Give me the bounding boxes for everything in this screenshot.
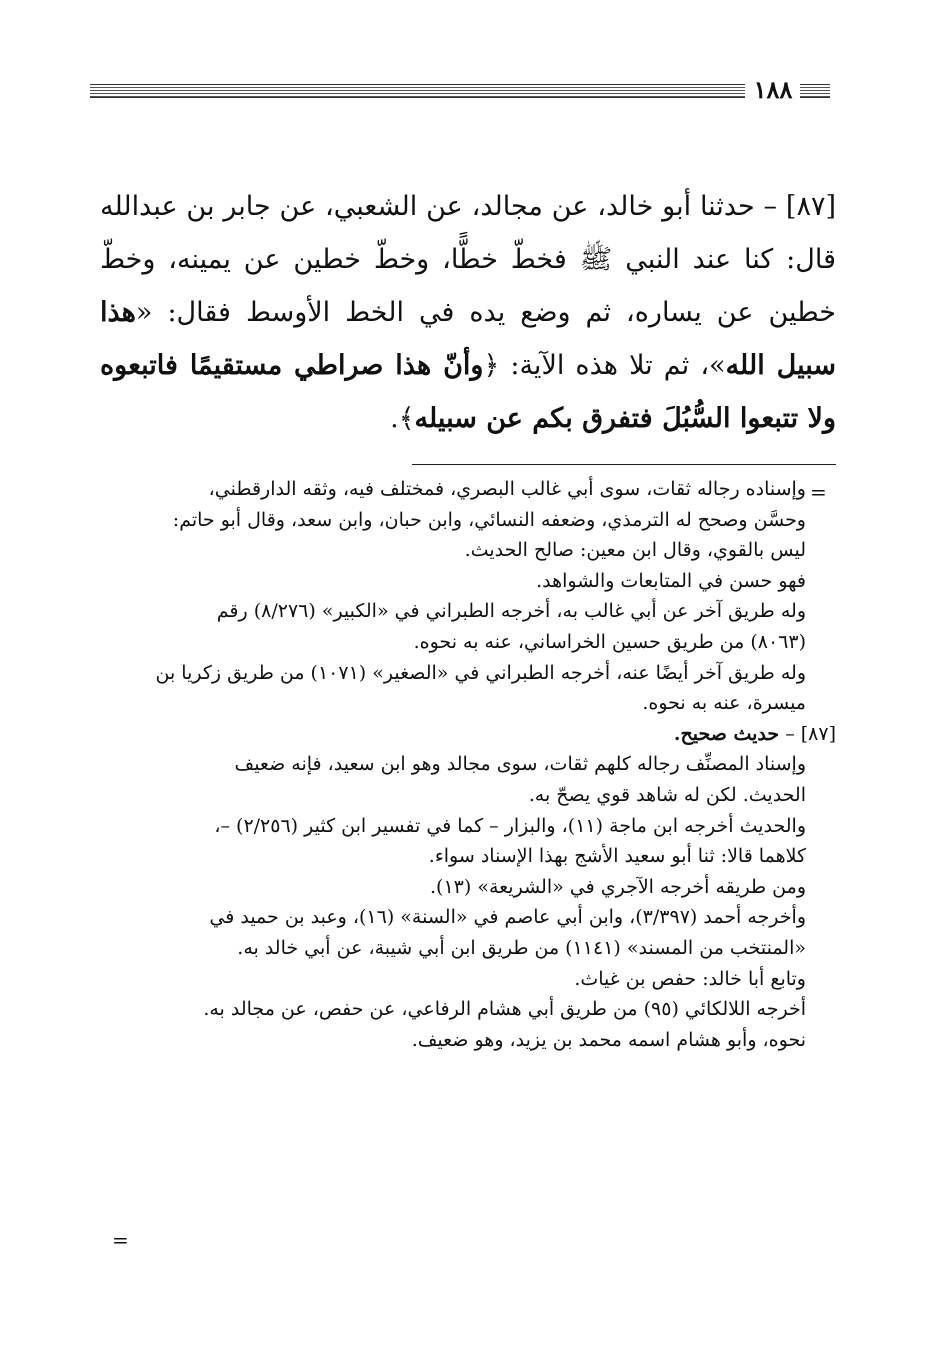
footnote-heading [100, 719, 836, 750]
main-hadith-text [100, 180, 836, 445]
hadith-text-1: [٨٧] – حدثنا أبو خالد، عن مجالد، عن الشعبي، عن جابر بن عبدالله قال: كنا عند النبي ﷺ فخطّ خطًّا، وخطّ خطين عن يمينه، وخطّ خطين عن يساره، ثم وضع يده في الخط الأوسط فقال: « [100, 191, 836, 328]
footnote-number: [٨٧] – [785, 722, 836, 745]
footnote-line: وتابع أبا خالد: حفص بن غياث. [574, 967, 806, 990]
header-rule-right [800, 84, 830, 98]
footnote-line: (٨٠٦٣) من طريق حسين الخراساني، عنه به نحوه. [413, 630, 806, 653]
footnote-line: كلاهما قالا: ثنا أبو سعيد الأشج بهذا الإسناد سواء. [428, 845, 806, 868]
footnote-line: وإسناد المصنِّف رجاله كلهم ثقات، سوى مجالد وهو ابن سعيد، فإنه ضعيف [234, 753, 806, 776]
footnote-continuation-mark: = [810, 480, 827, 504]
footnote-line: نحوه، وأبو هشام اسمه محمد بن يزيد، وهو ضعيف. [411, 1028, 806, 1051]
footnote-line: وله طريق آخر عن أبي غالب به، أخرجه الطبراني في «الكبير» (٨/٢٧٦) رقم [216, 600, 806, 623]
quran-verse-bold: وأنّ هذا صراطي مستقيمًا فاتبعوه ولا تتبعوا السُّبُلَ فتفرق بكم عن سبيله [100, 350, 836, 434]
footnote-line: فهو حسن في المتابعات والشواهد. [536, 569, 806, 592]
hadith-quote-bold: هذا سبيل الله [100, 297, 836, 381]
footnote-line: الحديث. لكن له شاهد قوي يصحّ به. [528, 783, 806, 806]
footnote-line: ومن طريقه أخرجه الآجري في «الشريعة» (١٣). [430, 875, 806, 898]
footnote-divider [412, 464, 836, 465]
hadith-paragraph [100, 180, 836, 445]
footnote-end-mark: = [112, 1228, 129, 1252]
footnote-line: وأخرجه أحمد (٣/٣٩٧)، وابن أبي عاصم في «السنة» (١٦)، وعبد بن حميد في [209, 906, 806, 929]
page-number: ١٨٨ [753, 75, 793, 104]
footnote-line: ليس بالقوي، وقال ابن معين: صالح الحديث. [464, 539, 806, 562]
hadith-text-2: »، ثم تلا هذه الآية: ﴿ [483, 350, 726, 381]
footnote-line: أخرجه اللالكائي (٩٥) من طريق أبي هشام الرفاعي، عن حفص، عن مجالد به. [203, 998, 806, 1021]
footnotes [100, 474, 836, 1055]
page-header [90, 76, 830, 106]
footnote-line: وحسَّن وصحح له الترمذي، وضعفه النسائي، وابن حبان، وابن سعد، وقال أبو حاتم: [172, 508, 806, 531]
footnote-line: ميسرة، عنه به نحوه. [642, 692, 806, 715]
header-rule-left [90, 84, 745, 98]
footnote-line: وإسناده رجاله ثقات، سوى أبي غالب البصري، فمختلف فيه، وثقه الدارقطني، [208, 478, 806, 500]
hadith-text-3: ﴾. [390, 403, 415, 434]
footnote-line: «المنتخب من المسند» (١١٤١) من طريق ابن أبي شيبة، عن أبي خالد به. [237, 936, 806, 959]
footnote-grade: حديث صحيح. [673, 722, 780, 745]
footnote-line: والحديث أخرجه ابن ماجة (١١)، والبزار – كما في تفسير ابن كثير (٢/٢٥٦) –، [214, 814, 806, 837]
footnote-line: وله طريق آخر أيضًا عنه، أخرجه الطبراني في «الصغير» (١٠٧١) من طريق زكريا بن [155, 661, 806, 684]
